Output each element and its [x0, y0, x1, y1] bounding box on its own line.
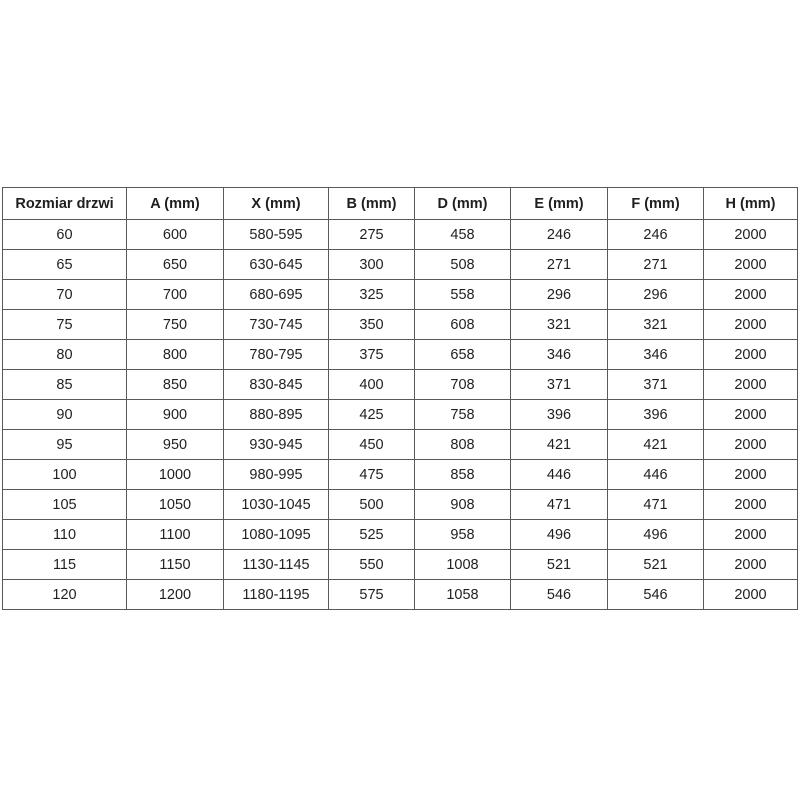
- table-cell: 650: [127, 250, 224, 280]
- table-cell: 708: [415, 370, 511, 400]
- table-cell: 446: [511, 460, 608, 490]
- table-row-65: [3, 250, 798, 280]
- table-body: [3, 220, 798, 610]
- table-cell: 858: [415, 460, 511, 490]
- table-row-75: [3, 310, 798, 340]
- table-cell: 1080-1095: [224, 520, 329, 550]
- column-header-3: B (mm): [329, 188, 415, 220]
- table-cell: 271: [511, 250, 608, 280]
- table-cell: 546: [511, 580, 608, 610]
- table-cell: 275: [329, 220, 415, 250]
- table-cell: 350: [329, 310, 415, 340]
- table-cell: 371: [608, 370, 704, 400]
- table-row-95: [3, 430, 798, 460]
- table-cell: 421: [511, 430, 608, 460]
- table-cell: 2000: [704, 370, 798, 400]
- table-cell: 1030-1045: [224, 490, 329, 520]
- table-cell: 521: [511, 550, 608, 580]
- table-cell: 471: [608, 490, 704, 520]
- table-cell: 930-945: [224, 430, 329, 460]
- table-cell: 371: [511, 370, 608, 400]
- table-cell: 446: [608, 460, 704, 490]
- table-cell: 558: [415, 280, 511, 310]
- table-row-120: [3, 580, 798, 610]
- table-row-60: [3, 220, 798, 250]
- table-cell: 321: [608, 310, 704, 340]
- column-header-7: H (mm): [704, 188, 798, 220]
- table-cell: 496: [608, 520, 704, 550]
- table-cell: 700: [127, 280, 224, 310]
- table-cell: 750: [127, 310, 224, 340]
- table-cell: 1008: [415, 550, 511, 580]
- table-row-70: [3, 280, 798, 310]
- table-cell: 980-995: [224, 460, 329, 490]
- table-cell: 1180-1195: [224, 580, 329, 610]
- table-cell: 425: [329, 400, 415, 430]
- table-cell: 1100: [127, 520, 224, 550]
- table-cell: 880-895: [224, 400, 329, 430]
- table-cell: 730-745: [224, 310, 329, 340]
- table-cell: 450: [329, 430, 415, 460]
- table-cell: 808: [415, 430, 511, 460]
- table-cell: 2000: [704, 250, 798, 280]
- table-cell: 396: [608, 400, 704, 430]
- table-cell: 830-845: [224, 370, 329, 400]
- table-cell: 95: [3, 430, 127, 460]
- column-header-5: E (mm): [511, 188, 608, 220]
- table-cell: 521: [608, 550, 704, 580]
- column-header-6: F (mm): [608, 188, 704, 220]
- table-row-110: [3, 520, 798, 550]
- table-cell: 2000: [704, 490, 798, 520]
- table-cell: 1150: [127, 550, 224, 580]
- table-cell: 296: [608, 280, 704, 310]
- column-header-4: D (mm): [415, 188, 511, 220]
- table-cell: 1050: [127, 490, 224, 520]
- table-header-row: [3, 188, 798, 220]
- table-cell: 658: [415, 340, 511, 370]
- table-cell: 65: [3, 250, 127, 280]
- table-cell: 2000: [704, 580, 798, 610]
- table-cell: 1058: [415, 580, 511, 610]
- table-cell: 850: [127, 370, 224, 400]
- door-size-table-container: [2, 187, 797, 610]
- table-cell: 958: [415, 520, 511, 550]
- table-cell: 525: [329, 520, 415, 550]
- table-cell: 758: [415, 400, 511, 430]
- table-cell: 70: [3, 280, 127, 310]
- table-cell: 508: [415, 250, 511, 280]
- table-cell: 271: [608, 250, 704, 280]
- table-cell: 1200: [127, 580, 224, 610]
- table-cell: 1130-1145: [224, 550, 329, 580]
- table-row-100: [3, 460, 798, 490]
- table-row-90: [3, 400, 798, 430]
- table-cell: 471: [511, 490, 608, 520]
- table-cell: 630-645: [224, 250, 329, 280]
- column-header-2: X (mm): [224, 188, 329, 220]
- table-cell: 600: [127, 220, 224, 250]
- door-size-spec-table: [2, 187, 798, 610]
- table-cell: 458: [415, 220, 511, 250]
- table-cell: 575: [329, 580, 415, 610]
- table-cell: 2000: [704, 340, 798, 370]
- table-cell: 346: [511, 340, 608, 370]
- table-cell: 115: [3, 550, 127, 580]
- table-cell: 421: [608, 430, 704, 460]
- table-cell: 90: [3, 400, 127, 430]
- table-cell: 100: [3, 460, 127, 490]
- table-cell: 85: [3, 370, 127, 400]
- table-cell: 2000: [704, 430, 798, 460]
- table-cell: 475: [329, 460, 415, 490]
- table-cell: 680-695: [224, 280, 329, 310]
- column-header-0: Rozmiar drzwi: [3, 188, 127, 220]
- table-cell: 550: [329, 550, 415, 580]
- table-cell: 105: [3, 490, 127, 520]
- table-cell: 75: [3, 310, 127, 340]
- table-cell: 346: [608, 340, 704, 370]
- table-cell: 80: [3, 340, 127, 370]
- table-cell: 780-795: [224, 340, 329, 370]
- table-row-85: [3, 370, 798, 400]
- table-cell: 110: [3, 520, 127, 550]
- table-cell: 2000: [704, 280, 798, 310]
- table-cell: 2000: [704, 550, 798, 580]
- table-cell: 800: [127, 340, 224, 370]
- table-cell: 608: [415, 310, 511, 340]
- table-row-80: [3, 340, 798, 370]
- table-cell: 900: [127, 400, 224, 430]
- table-cell: 950: [127, 430, 224, 460]
- table-cell: 580-595: [224, 220, 329, 250]
- table-row-105: [3, 490, 798, 520]
- table-cell: 325: [329, 280, 415, 310]
- table-cell: 2000: [704, 400, 798, 430]
- table-cell: 296: [511, 280, 608, 310]
- table-cell: 546: [608, 580, 704, 610]
- table-row-115: [3, 550, 798, 580]
- table-head: [3, 188, 798, 220]
- table-cell: 2000: [704, 310, 798, 340]
- table-cell: 300: [329, 250, 415, 280]
- table-cell: 908: [415, 490, 511, 520]
- table-cell: 120: [3, 580, 127, 610]
- column-header-1: A (mm): [127, 188, 224, 220]
- table-cell: 1000: [127, 460, 224, 490]
- table-cell: 396: [511, 400, 608, 430]
- table-cell: 321: [511, 310, 608, 340]
- table-cell: 246: [511, 220, 608, 250]
- table-cell: 246: [608, 220, 704, 250]
- table-cell: 400: [329, 370, 415, 400]
- table-cell: 2000: [704, 520, 798, 550]
- table-cell: 60: [3, 220, 127, 250]
- table-cell: 2000: [704, 220, 798, 250]
- table-cell: 496: [511, 520, 608, 550]
- table-cell: 2000: [704, 460, 798, 490]
- table-cell: 375: [329, 340, 415, 370]
- table-cell: 500: [329, 490, 415, 520]
